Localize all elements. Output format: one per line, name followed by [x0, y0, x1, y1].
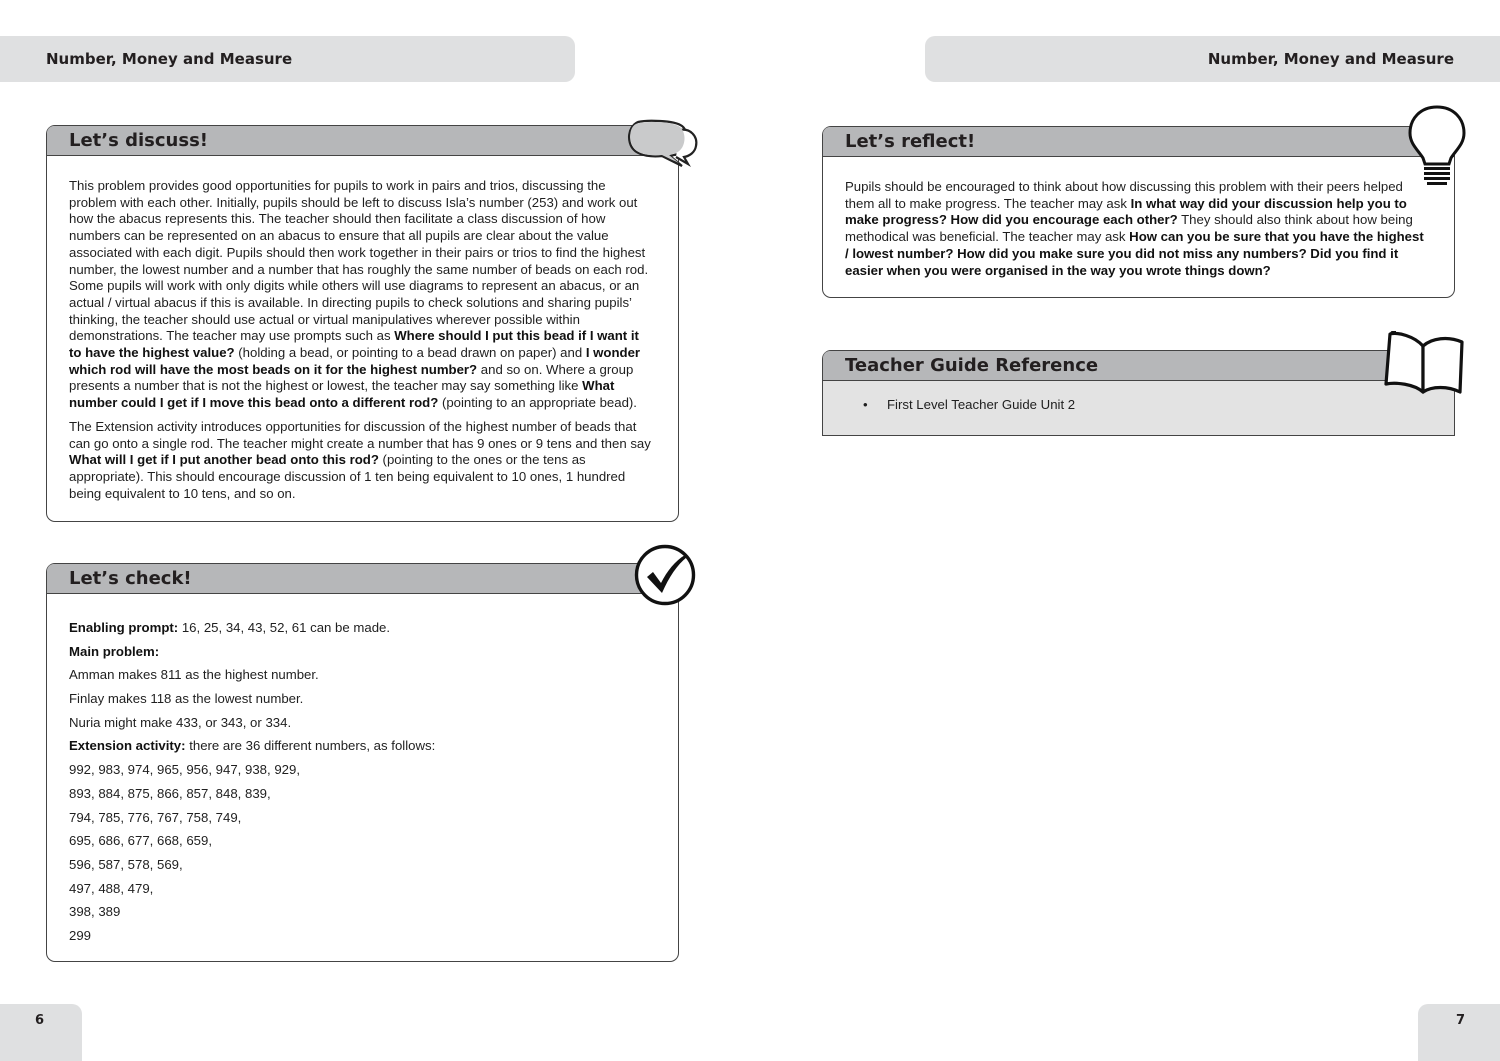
check-title: Let’s check! [47, 564, 678, 594]
body-text: 398, 389 [69, 904, 121, 920]
teacher-guide-panel [822, 350, 1455, 436]
body-text: there are 36 different numbers, as follows: [185, 738, 436, 754]
running-header-right [925, 36, 1500, 82]
bold-prompt-text: What number could I get if I move this bead onto a different rod? [69, 378, 615, 411]
answer-line [69, 663, 652, 687]
check-panel [46, 563, 679, 962]
running-header-left [0, 36, 575, 82]
bold-prompt-text: In what way did your discussion help you to make progress? How did you encourage each other? [845, 195, 1407, 228]
teacher-guide-list [863, 397, 1428, 414]
bold-prompt-text: Main problem: [69, 643, 160, 659]
answer-line [69, 877, 652, 901]
answer-line [69, 734, 652, 758]
lightbulb-icon [1406, 104, 1468, 186]
body-text: (pointing to an appropriate bead). [438, 395, 637, 411]
speech-bubbles-icon [624, 112, 700, 170]
body-text: 893, 884, 875, 866, 857, 848, 839, [69, 785, 271, 801]
reflect-panel [822, 126, 1455, 298]
body-text: 596, 587, 578, 569, [69, 856, 183, 872]
page-number-left-text: 6 [35, 1013, 45, 1028]
page-number-right-text: 7 [1455, 1013, 1465, 1028]
body-text: and so on. Where a group presents a number that is not the highest or lowest, the teacher may say something like [69, 361, 634, 394]
answer-line [69, 782, 652, 806]
list-item [863, 397, 1428, 414]
reflect-body [845, 179, 1428, 286]
page-number-left [0, 1004, 82, 1061]
answer-line [69, 829, 652, 853]
bold-prompt-text: I wonder which rod will have the most beads on it for the highest number? [69, 345, 641, 377]
answer-line [69, 853, 652, 877]
discuss-paragraph-2 [69, 419, 652, 503]
check-body [69, 616, 652, 948]
body-text: (pointing to the ones or the tens as appropriate). This should encourage discussion of 1 ten being equivalent to 10 ones, 1 hundred being equivalent to 10 tens, and so on. [69, 452, 626, 501]
body-text: (holding a bead, or pointing to a bead drawn on paper) and [234, 345, 586, 361]
body-text: They should also think about how being methodical was beneficial. The teacher may ask [845, 212, 1413, 245]
body-text: 16, 25, 34, 43, 52, 61 can be made. [178, 620, 391, 635]
teacher-guide-title: Teacher Guide Reference [823, 351, 1454, 381]
answer-line [69, 616, 652, 640]
body-text: 497, 488, 479, [69, 880, 154, 896]
checkmark-circle-icon [633, 543, 697, 607]
bold-prompt-text: Extension activity: [69, 738, 186, 754]
body-text: Amman makes 811 as the highest number. [69, 667, 319, 683]
body-text: This problem provides good opportunities for pupils to work in pairs and trios, discussing the problem with each other. Initially, pupils should be left to discuss Isla’s number (253) and work out how the abacus represents this. The teacher should then facilitate a class discussion of how numbers can be represented on an abacus to ensure that all pupils are clear about the value associated with each digit. Pupils should then work together in their pairs or trios to find the highest number, the lowest number and a number that has roughly the same number of beads on each rod. Some pupils will work with only digits while others will use diagrams to represent an abacus, or an actual / virtual abacus if this is available. In directing pupils to check solutions and sharing pupils’ thinking, the teacher should use actual or virtual manipulatives wherever possible within demonstrations. The teacher may use prompts such as [69, 178, 649, 344]
bold-prompt-text: How can you be sure that you have the highest / lowest number? How did you make sure you did not miss any numbers? Did you find it easier when you were organised in the way you wrote things down? [845, 229, 1424, 278]
discuss-body [69, 178, 652, 509]
discuss-paragraph-1 [69, 178, 652, 412]
bold-prompt-text: Enabling prompt: [69, 620, 179, 635]
body-text: 794, 785, 776, 767, 758, 749, [69, 809, 242, 825]
body-text: Pupils should be encouraged to think about how discussing this problem with their peers helped them all to make progress. The teacher may ask [845, 179, 1403, 211]
body-text: The Extension activity introduces opportunities for discussion of the highest number of beads that can go onto a single rod. The teacher might create a number that has 9 ones or 9 tens and then say [69, 418, 651, 451]
reflect-title: Let’s reflect! [823, 127, 1454, 157]
bold-prompt-text: What will I get if I put another bead onto this rod? [69, 452, 379, 468]
bold-prompt-text: Where should I put this bead if I want it to have the highest value? [69, 328, 639, 361]
open-book-icon [1382, 328, 1466, 396]
answer-line [69, 924, 652, 948]
answer-line [69, 687, 652, 711]
body-text: 695, 686, 677, 668, 659, [69, 833, 212, 849]
answer-line [69, 806, 652, 830]
teacher-guide-item: First Level Teacher Guide Unit 2 [887, 397, 1076, 412]
body-text: Nuria might make 433, or 343, or 334. [69, 714, 292, 730]
header-title-right: Number, Money and Measure [1207, 50, 1454, 68]
body-text: Finlay makes 118 as the lowest number. [69, 691, 304, 707]
body-text: 992, 983, 974, 965, 956, 947, 938, 929, [69, 762, 300, 778]
reflect-paragraph [845, 179, 1428, 279]
answer-line [69, 900, 652, 924]
answer-line [69, 711, 652, 735]
discuss-title: Let’s discuss! [47, 126, 678, 156]
body-text: 299 [69, 927, 92, 943]
answer-line [69, 758, 652, 782]
discuss-panel [46, 125, 679, 522]
header-title-left: Number, Money and Measure [46, 50, 293, 68]
answer-line [69, 640, 652, 664]
page-number-right [1418, 1004, 1500, 1061]
bullet: • [863, 397, 868, 412]
